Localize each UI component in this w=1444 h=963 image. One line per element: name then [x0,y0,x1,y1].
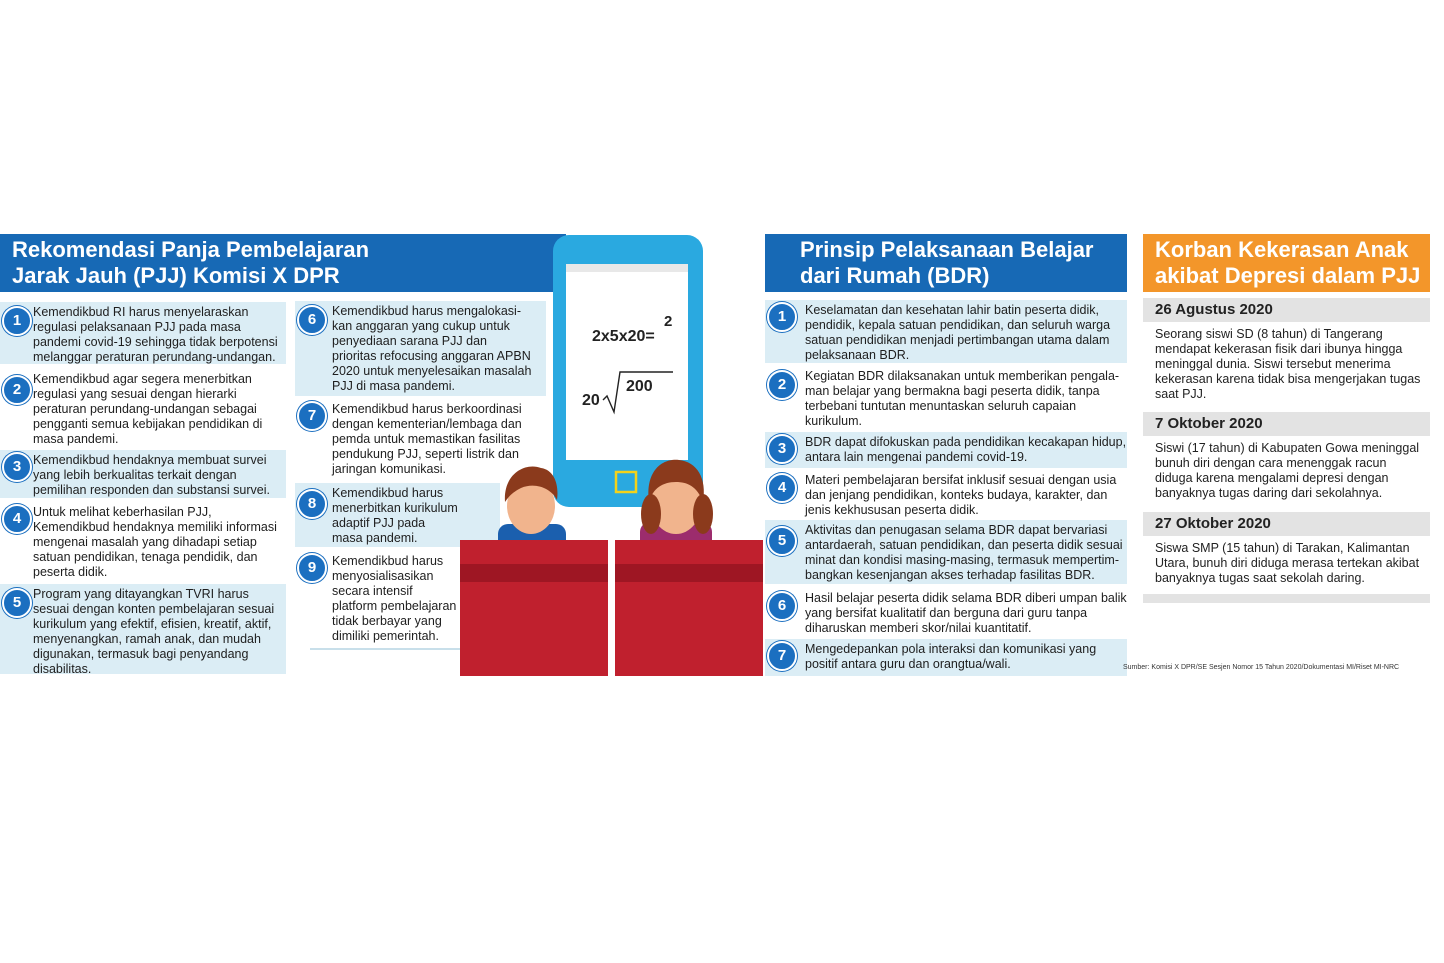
principle-text: Keselamatan dan kesehatan lahir batin peserta didik, pendidik, kepala satuan pendidikan, dan seluruh warga satuan pendidikan menjadi pertimbangan utama dalam pelaksanaan BDR. [805,303,1111,362]
recommendation-text: Kemendikbud RI harus menyelaraskan regulasi pelaksanaan PJJ pada masa pandemi covid-19 sehingga tidak berpotensi melanggar peraturan perundang-undangan. [33,305,278,364]
recommendation-text: Kemendikbud harus menyosialisasikan secara intensif platform pembelajaran tidak berbayar yang dimiliki pemerintah. [332,554,457,643]
principle-text: Hasil belajar peserta didik selama BDR diberi umpan balik yang bersifat kualitatif dan berguna dari guru tanpa diharuskan memberi skor/nilai kuantitatif. [805,591,1127,635]
equation-text: 2x5x20= [592,328,655,345]
source-credit: Sumber: Komisi X DPR/SE Sesjen Nomor 15 Tahun 2020/Dokumentasi MI/Riset MI-NRC [1123,664,1400,671]
number-badge: 3 [2,452,32,482]
recommendations-title-line1: Rekomendasi Panja Pembelajaran [12,237,370,262]
principle-text: Mengedepankan pola interaksi dan komunikasi yang positif antara guru dan orangtua/wali. [805,642,1097,671]
number-badge: 5 [2,588,32,618]
number-badge: 2 [767,370,797,400]
equation-exponent: 2 [664,313,673,330]
recommendation-text: Untuk melihat keberhasilan PJJ, Kemendikbud hendaknya memiliki informasi mengenai masalah yang dihadapi setiap satuan pendidikan, tenaga pendidik, dan peserta didik. [33,505,277,579]
number-badge: 3 [767,434,797,464]
case-text: Siswi (17 tahun) di Kabupaten Gowa meninggal bunuh diri dengan cara menenggak racun diduga karena mengalami depresi dengan banyaknya tugas daring dari sekolahnya. [1155,441,1420,500]
principle-item-2 [765,366,1127,430]
number-badge: 6 [767,591,797,621]
number-badge: 4 [2,504,32,534]
recommendation-item-2 [0,369,286,445]
recommendation-item-4 [0,502,286,578]
number-badge: 6 [297,305,327,335]
principle-text: BDR dapat difokuskan pada pendidikan kecakapan hidup, antara lain mengenai pandemi covid-19. [805,435,1127,464]
case-date: 27 Oktober 2020 [1143,512,1430,536]
victims-header [1143,234,1430,292]
recommendation-item-5 [0,584,286,674]
victims-title-line2: akibat Depresi dalam PJJ [1155,263,1421,288]
number-badge: 9 [297,553,327,583]
case-text: Seorang siswi SD (8 tahun) di Tangerang mendapat kekerasan fisik dari ibunya hingga meninggal dunia. Siswi tersebut menerima kekerasan karena tidak bisa mengerjakan tugas saat PJJ. [1155,327,1421,401]
principle-text: Kegiatan BDR dilaksanakan untuk memberikan pengala- man belajar yang bermakna bagi peserta didik, tanpa terbebani tuntutan menuntaskan seluruh capaian kurikulum. [805,369,1120,428]
principle-item-3 [765,432,1127,468]
number-badge: 1 [767,302,797,332]
recommendation-item-1 [0,302,286,364]
recommendations-title-line2: Jarak Jauh (PJJ) Komisi X DPR [12,263,340,288]
victims-title-line1: Korban Kekerasan Anak [1155,237,1409,262]
equation-coefficient: 20 [582,392,600,409]
case-date: 7 Oktober 2020 [1143,412,1430,436]
recommendation-text: Kemendikbud harus berkoordinasi dengan kementerian/lembaga dan pemda untuk memastikan fasilitas pendukung PJJ, seperti listrik dan jaringan komunikasi. [332,402,522,476]
recommendation-text: Kemendikbud harus mengalokasi- kan anggaran yang cukup untuk penyediaan sarana PJJ dan prioritas refocusing anggaran APBN 2020 untuk menyelesaikan masalah PJJ di masa pandemi. [332,304,532,393]
principles-header [765,234,1127,292]
principle-item-1 [765,300,1127,363]
equation-radicand: 200 [626,378,653,395]
number-badge: 7 [297,401,327,431]
victims-footer-bar [1143,594,1430,603]
recommendation-item-3 [0,450,286,498]
number-badge: 5 [767,526,797,556]
number-badge: 1 [2,306,32,336]
principle-item-6 [765,588,1127,636]
divider [310,648,465,650]
number-badge: 7 [767,641,797,671]
principle-item-4 [765,470,1127,520]
principle-item-7 [765,639,1127,676]
recommendation-text: Kemendikbud harus menerbitkan kurikulum adaptif PJJ pada masa pandemi. [332,486,458,545]
case-date: 26 Agustus 2020 [1143,298,1430,322]
recommendation-item-9 [295,551,465,647]
number-badge: 2 [2,375,32,405]
principles-title-line1: Prinsip Pelaksanaan Belajar [800,237,1094,262]
recommendation-text: Program yang ditayangkan TVRI harus sesuai dengan konten pembelajaran sesuai kurikulum yang efektif, efisien, kreatif, aktif, menyenangkan, ramah anak, dan mudah digunakan, termasuk bagi penyandang disabilitas. [33,587,275,676]
recommendation-text: Kemendikbud hendaknya membuat survei yang lebih berkualitas terkait dengan pemilihan responden dan substansi survei. [33,453,270,497]
principle-text: Materi pembelajaran bersifat inklusif sesuai dengan usia dan jenjang pendidikan, konteks budaya, karakter, dan jenis kekhususan peserta didik. [805,473,1117,517]
illustration [455,230,770,680]
principle-text: Aktivitas dan penugasan selama BDR dapat bervariasi antardaerah, satuan pendidikan, dan peserta didik sesuai minat dan kondisi masing-masing, termasuk mempertim- bangkan kesenjangan akses terhadap fasilitas BDR. [805,523,1123,582]
sofa-right [615,540,763,676]
recommendation-text: Kemendikbud agar segera menerbitkan regulasi yang sesuai dengan hierarki peraturan perundang-undangan sebagai pengganti semua kebijakan pendidikan di masa pandemi. [33,372,263,446]
number-badge: 4 [767,473,797,503]
case-text: Siswa SMP (15 tahun) di Tarakan, Kalimantan Utara, bunuh diri diduga merasa tertekan akibat banyaknya tugas saat sekolah daring. [1155,541,1420,585]
number-badge: 8 [297,489,327,519]
principles-title-line2: dari Rumah (BDR) [800,263,990,288]
sofa-left [460,540,608,676]
principle-item-5 [765,520,1127,584]
phone-screen [566,264,688,460]
